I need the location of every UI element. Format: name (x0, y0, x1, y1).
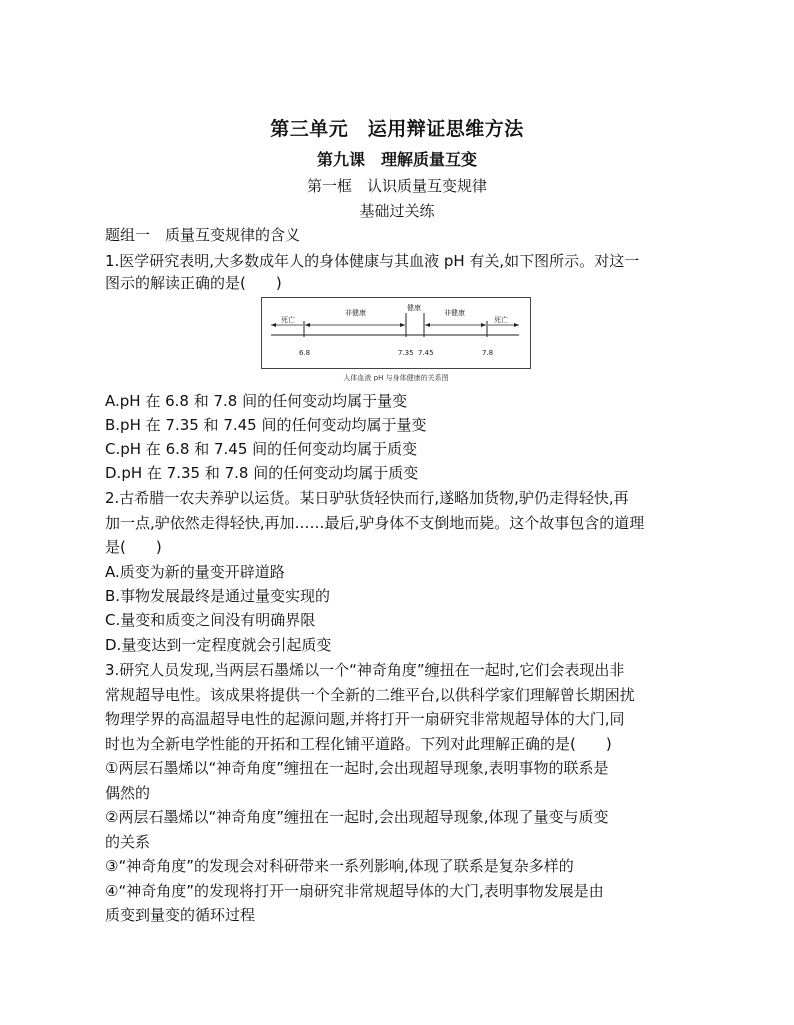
tick-label-7-35: 7.35 (398, 349, 414, 357)
q1-stem-line1: 1.医学研究表明,大多数成年人的身体健康与其血液 pH 有关,如下图所示。对这一 (105, 252, 640, 270)
q1-option-a: A.pH 在 6.8 和 7.8 间的任何变动均属于量变 (105, 392, 408, 410)
q2-option-d: D.量变达到一定程度就会引起质变 (105, 636, 332, 654)
q2-stem-line3: 是( ) (105, 538, 162, 556)
q3-line-9: ③“神奇角度”的发现会对科研带来一系列影响,体现了联系是复杂多样的 (105, 857, 574, 875)
q2-option-c: C.量变和质变之间没有明确界限 (105, 611, 316, 629)
group1-title: 题组一 质量互变规律的含义 (105, 226, 301, 244)
ph-health-figure (261, 297, 531, 369)
lesson-title: 第九课 理解质量互变 (316, 150, 477, 169)
label-unhealthy-left: 非健康 (345, 309, 366, 317)
q2-stem-line1: 2.古希腊一农夫养驴以运货。某日驴驮货轻快而行,遂略加货物,驴仍走得轻快,再 (105, 489, 629, 507)
exercise-type: 基础过关练 (359, 202, 435, 220)
unit-title: 第三单元 运用辩证思维方法 (270, 118, 524, 140)
label-unhealthy-right: 非健康 (444, 309, 465, 317)
q3-line-4: 时也为全新电学性能的开拓和工程化铺平道路。下列对此理解正确的是( ) (105, 735, 612, 753)
tick-label-7-45: 7.45 (418, 349, 434, 357)
label-death-right: 死亡 (494, 316, 508, 324)
frame-title: 第一框 认识质量互变规律 (306, 177, 487, 195)
label-healthy: 健康 (407, 304, 421, 312)
q3-line-1: 3.研究人员发现,当两层石墨烯以一个“神奇角度”缠扭在一起时,它们会表现出非 (105, 661, 625, 679)
q1-option-d: D.pH 在 7.35 和 7.8 间的任何变动均属于质变 (105, 464, 419, 482)
q3-line-11: 质变到量变的循环过程 (105, 906, 256, 924)
q1-stem-line2: 图示的解读正确的是( ) (105, 274, 282, 292)
q3-line-7: ②两层石墨烯以“神奇角度”缠扭在一起时,会出现超导现象,体现了量变与质变 (105, 808, 609, 826)
figure-caption: 人体血液 pH 与身体健康的关系图 (343, 374, 449, 382)
q1-option-c: C.pH 在 6.8 和 7.45 间的任何变动均属于质变 (105, 440, 418, 458)
q3-line-6: 偶然的 (105, 784, 151, 802)
q2-option-a: A.质变为新的量变开辟道路 (105, 563, 285, 581)
q3-line-3: 物理学界的高温超导电性的起源问题,并将打开一扇研究非常规超导体的大门,同 (105, 710, 625, 728)
figure-border (262, 298, 531, 369)
tick-label-7-8: 7.8 (482, 349, 494, 357)
q3-line-10: ④“神奇角度”的发现将打开一扇研究非常规超导体的大门,表明事物发展是由 (105, 882, 604, 900)
tick-label-6-8: 6.8 (299, 349, 311, 357)
q2-stem-line2: 加一点,驴依然走得轻快,再加……最后,驴身体不支倒地而毙。这个故事包含的道理 (105, 514, 645, 532)
q2-option-b: B.事物发展最终是通过量变实现的 (105, 587, 331, 605)
q1-option-b: B.pH 在 7.35 和 7.45 间的任何变动均属于量变 (105, 416, 427, 434)
q3-line-5: ①两层石墨烯以“神奇角度”缠扭在一起时,会出现超导现象,表明事物的联系是 (105, 759, 609, 777)
q3-line-2: 常规超导电性。该成果将提供一个全新的二维平台,以供科学家们理解曾长期困扰 (105, 686, 635, 704)
q3-line-8: 的关系 (105, 833, 151, 851)
label-death-left: 死亡 (281, 316, 295, 324)
